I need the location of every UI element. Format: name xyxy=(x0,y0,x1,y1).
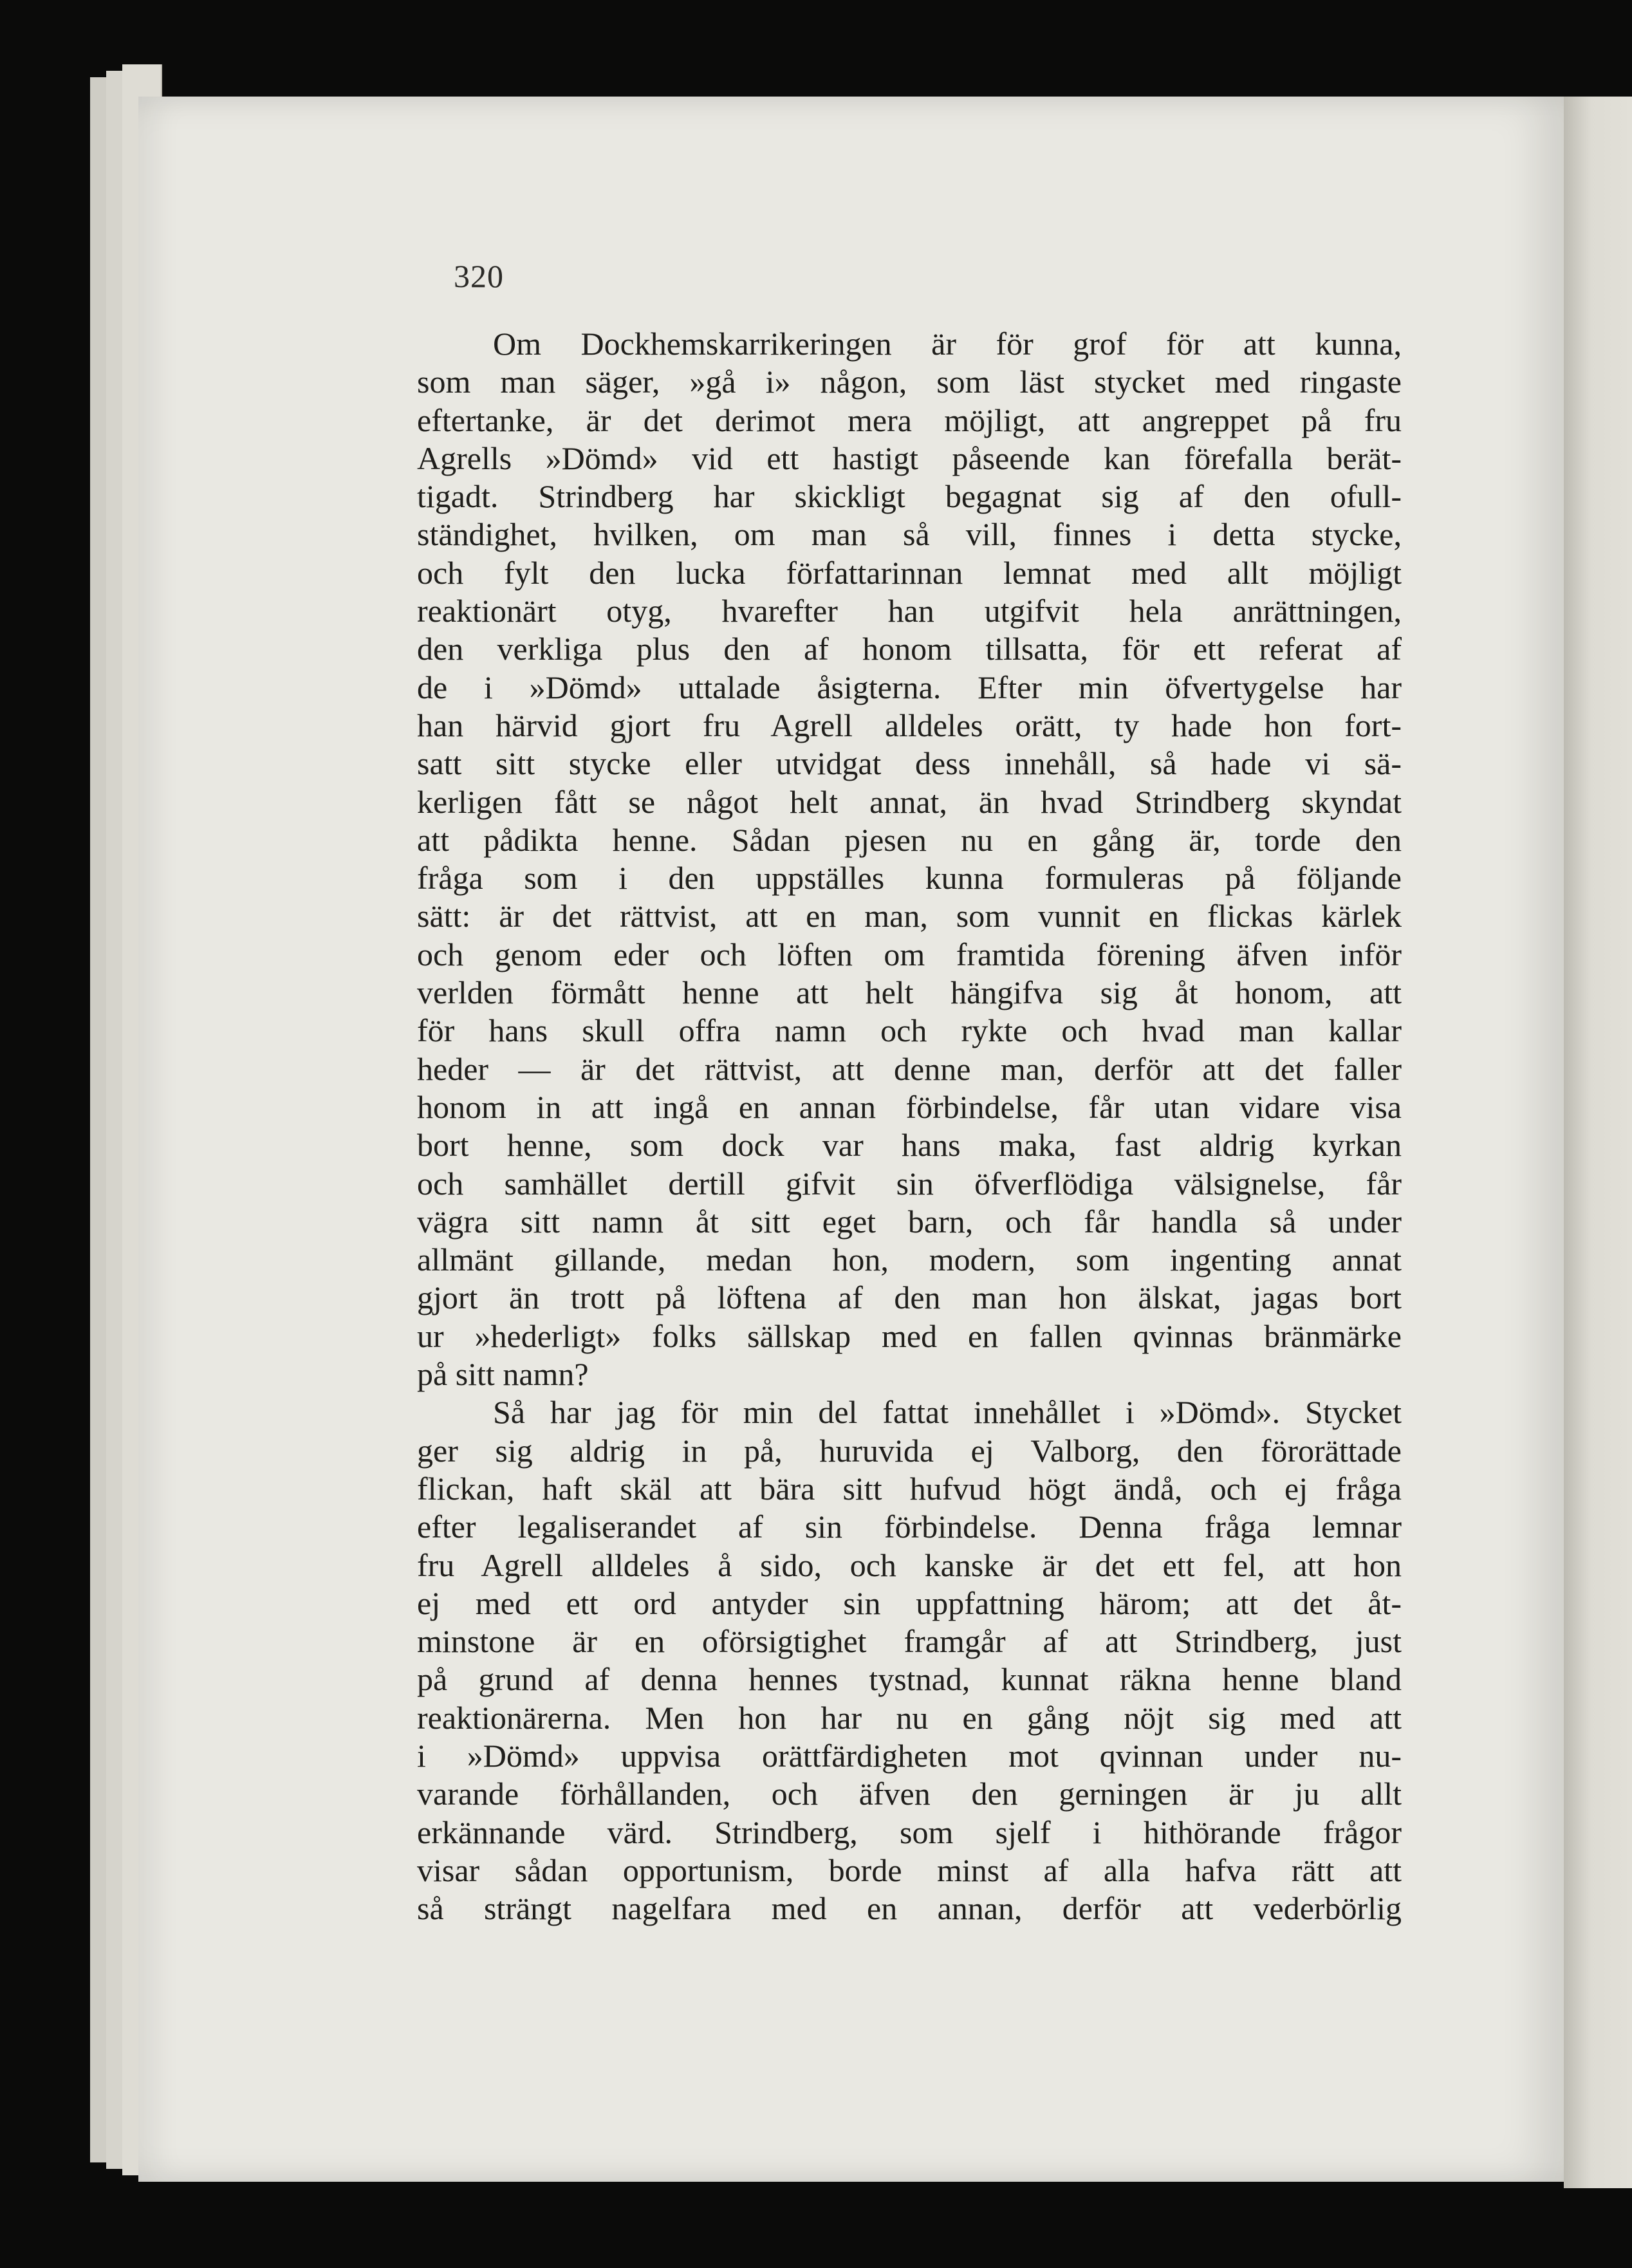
text-line: på sitt namn? xyxy=(417,1356,589,1393)
text-line: fråga som i den uppställes kunna formuleras på följande xyxy=(417,860,1402,897)
text-line: i »Dömd» uppvisa orättfärdigheten mot qvinnan under nu- xyxy=(417,1737,1402,1774)
page-number: 320 xyxy=(454,258,504,294)
text-line: Agrells »Dömd» vid ett hastigt påseende kan förefalla berät- xyxy=(417,440,1402,476)
text-line: ej med ett ord antyder sin uppfattning härom; att det åt- xyxy=(417,1585,1402,1621)
text-line: honom in att ingå en annan förbindelse, får utan vidare visa xyxy=(417,1088,1402,1125)
text-line: verlden förmått henne att helt hängifva sig åt honom, att xyxy=(417,974,1402,1011)
text-line: Så har jag för min del fattat innehållet i »Dömd». Stycket xyxy=(493,1394,1402,1431)
text-line: för hans skull offra namn och rykte och hvad man kallar xyxy=(417,1012,1402,1049)
text-line: varande förhållanden, och äfven den gerningen är ju allt xyxy=(417,1776,1402,1812)
text-line: vägra sitt namn åt sitt eget barn, och får handla så under xyxy=(417,1203,1402,1240)
text-line: att pådikta henne. Sådan pjesen nu en gång är, torde den xyxy=(417,821,1402,858)
text-line: ständighet, hvilken, om man så vill, finnes i detta stycke, xyxy=(417,516,1402,553)
text-line: minstone är en oförsigtighet framgår af att Strindberg, just xyxy=(417,1623,1402,1660)
text-line: kerligen fått se något helt annat, än hvad Strindberg skyndat xyxy=(417,783,1402,820)
text-line: reaktionärerna. Men hon har nu en gång nöjt sig med att xyxy=(417,1699,1402,1736)
text-line: heder — är det rättvist, att denne man, derför att det faller xyxy=(417,1050,1402,1087)
text-line: så strängt nagelfara med en annan, derför att vederbörlig xyxy=(417,1890,1402,1927)
text-line: fru Agrell alldeles å sido, och kanske är det ett fel, att hon xyxy=(417,1547,1402,1583)
text-line: och fylt den lucka författarinnan lemnat med allt möjligt xyxy=(417,554,1402,591)
text-line: ur »hederligt» folks sällskap med en fallen qvinnas bränmärke xyxy=(417,1317,1402,1354)
text-line: efter legaliserandet af sin förbindelse. Denna fråga lemnar xyxy=(417,1509,1402,1545)
text-line: ger sig aldrig in på, huruvida ej Valborg, den förorättade xyxy=(417,1432,1402,1469)
text-line: den verkliga plus den af honom tillsatta, för ett referat af xyxy=(417,631,1402,667)
text-line: reaktionärt otyg, hvarefter han utgifvit hela anrättningen, xyxy=(417,593,1402,629)
text-line: erkännande värd. Strindberg, som sjelf i hithörande frågor xyxy=(417,1814,1402,1850)
text-line: visar sådan opportunism, borde minst af alla hafva rätt att xyxy=(417,1852,1402,1888)
text-line: sätt: är det rättvist, att en man, som vunnit en flickas kärlek xyxy=(417,898,1402,934)
text-line: allmänt gillande, medan hon, modern, som ingenting annat xyxy=(417,1241,1402,1278)
text-line: på grund af denna hennes tystnad, kunnat räkna henne bland xyxy=(417,1661,1402,1698)
text-line: de i »Dömd» uttalade åsigterna. Efter min öfvertygelse har xyxy=(417,669,1402,705)
text-line: gjort än trott på löftena af den man hon älskat, jagas bort xyxy=(417,1279,1402,1316)
text-line: tigadt. Strindberg har skickligt begagnat sig af den ofull- xyxy=(417,478,1402,515)
text-line: eftertanke, är det derimot mera möjligt, att angreppet på fru xyxy=(417,402,1402,438)
text-line: och genom eder och löften om framtida förening äfven inför xyxy=(417,936,1402,972)
text-line: och samhället dertill gifvit sin öfverflödiga välsignelse, får xyxy=(417,1165,1402,1202)
text-line: bort henne, som dock var hans maka, fast aldrig kyrkan xyxy=(417,1127,1402,1164)
text-line: flickan, haft skäl att bära sitt hufvud högt ändå, och ej fråga xyxy=(417,1470,1402,1507)
body-text xyxy=(417,325,1402,1928)
text-line: satt sitt stycke eller utvidgat dess innehåll, så hade vi sä- xyxy=(417,745,1402,782)
text-line: Om Dockhemskarrikeringen är för grof för att kunna, xyxy=(493,326,1402,362)
text-line: som man säger, »gå i» någon, som läst stycket med ringaste xyxy=(417,364,1402,400)
facing-page-edge xyxy=(1564,97,1632,2188)
text-line: han härvid gjort fru Agrell alldeles orätt, ty hade hon fort- xyxy=(417,707,1402,743)
